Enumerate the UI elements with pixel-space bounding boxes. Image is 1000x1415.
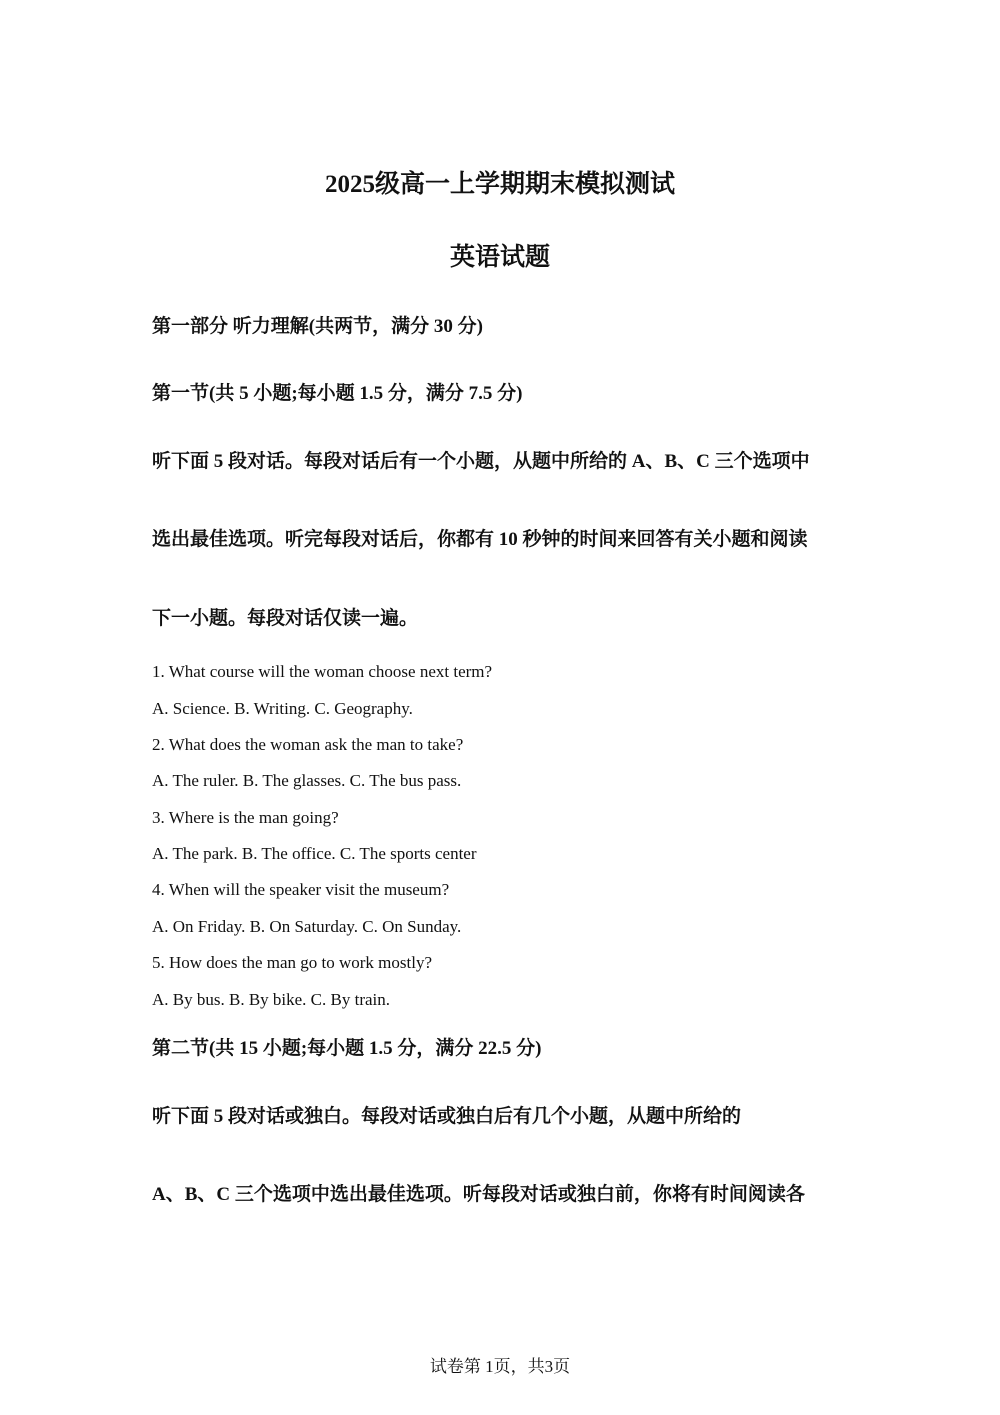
section2-heading: 第二节(共 15 小题;每小题 1.5 分，满分 22.5 分): [152, 1038, 542, 1059]
section1-instruction-line: 下一小题。每段对话仅读一遍。: [152, 608, 419, 629]
question-2: 2. What does the woman ask the man to take?: [152, 735, 464, 754]
exam-title: 2025级高一上学期期末模拟测试: [324, 171, 675, 198]
question-3-options: A. The park. B. The office. C. The sports center: [152, 844, 477, 863]
section1-instruction-line: 听下面 5 段对话。每段对话后有一个小题，从题中所给的 A、B、C 三个选项中: [152, 451, 810, 472]
section1-instruction-line: 选出最佳选项。听完每段对话后，你都有 10 秒钟的时间来回答有关小题和阅读: [152, 529, 808, 550]
section2-instruction-line: 听下面 5 段对话或独白。每段对话或独白后有几个小题，从题中所给的: [152, 1106, 742, 1127]
question-3: 3. Where is the man going?: [152, 808, 339, 827]
page-footer: 试卷第 1页，共3页: [429, 1357, 571, 1376]
question-1-options: A. Science. B. Writing. C. Geography.: [152, 699, 413, 718]
question-4-options: A. On Friday. B. On Saturday. C. On Sunday.: [152, 917, 462, 936]
question-2-options: A. The ruler. B. The glasses. C. The bus pass.: [152, 771, 462, 790]
question-4: 4. When will the speaker visit the museum?: [152, 880, 450, 899]
question-5-options: A. By bus. B. By bike. C. By train.: [152, 990, 391, 1009]
question-5: 5. How does the man go to work mostly?: [152, 953, 432, 972]
question-1: 1. What course will the woman choose next term?: [152, 662, 493, 681]
exam-subtitle: 英语试题: [449, 244, 550, 271]
section2-instruction-line: A、B、C 三个选项中选出最佳选项。听每段对话或独白前，你将有时间阅读各: [152, 1184, 805, 1205]
part1-heading: 第一部分 听力理解(共两节，满分 30 分): [152, 316, 483, 337]
section1-heading: 第一节(共 5 小题;每小题 1.5 分，满分 7.5 分): [152, 383, 523, 404]
